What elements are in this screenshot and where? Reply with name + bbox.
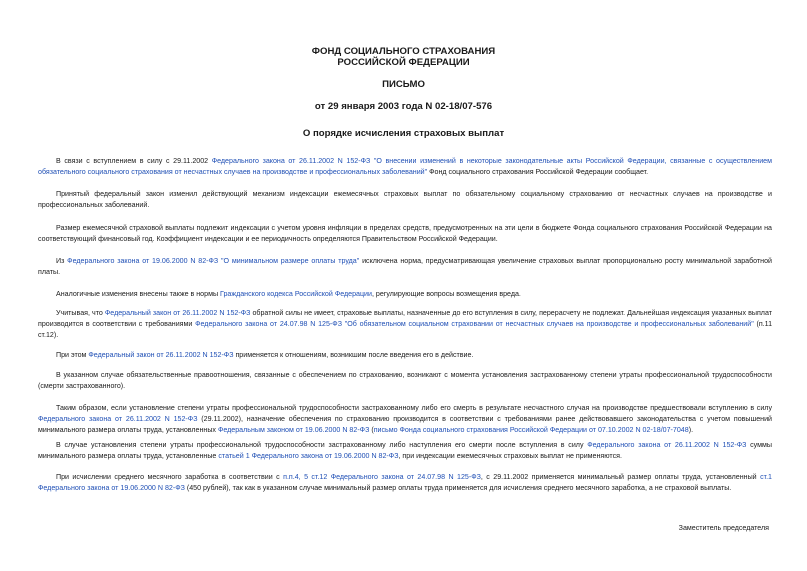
paragraph-text: Таким образом, если установление степени утраты профессиональной трудоспособности застрахованному либо его смерть в результате несчастного случая на производстве предшествовали вступлению в силу bbox=[56, 404, 772, 412]
paragraph-8 bbox=[38, 370, 772, 392]
legal-reference-link[interactable]: письмо Фонда социального страхования Российской Федерации от 07.10.2002 N 02-18/07-7048 bbox=[373, 426, 689, 434]
paragraph-7 bbox=[38, 350, 772, 361]
legal-reference-link[interactable]: п.п.4, 5 ст.12 Федерального закона от 24.07.98 N 125-ФЗ bbox=[283, 473, 481, 481]
legal-reference-link[interactable]: Федеральный закон от 26.11.2002 N 152-ФЗ bbox=[104, 309, 251, 317]
doc-date: от 29 января 2003 года N 02-18/07-576 bbox=[314, 101, 493, 112]
paragraph-text: Фонд социального страхования Российской Федерации сообщает. bbox=[427, 168, 649, 176]
paragraph-5 bbox=[38, 289, 772, 300]
legal-reference-link[interactable]: Федерального закона от 26.11.2002 N 152-ФЗ "О внесении изменений в некоторые законодательные акты Российской Федерации, связанные с осуществлением обязательного социального страхования от несчастных случаев на производстве и профессиональных заболеваний" bbox=[38, 157, 772, 176]
paragraph-text: , при индексации ежемесячных страховых выплат не применяются. bbox=[398, 452, 622, 460]
paragraph-text: Учитывая, что bbox=[56, 309, 105, 317]
paragraph-1 bbox=[38, 156, 772, 178]
paragraph-text: При этом bbox=[56, 351, 89, 359]
paragraph-text: ( bbox=[369, 426, 374, 434]
legal-reference-link[interactable]: Федерального закона от 26.11.2002 N 152-ФЗ bbox=[38, 415, 198, 423]
paragraph-text: применяется к отношениям, возникшим после введения его в действие. bbox=[233, 351, 474, 359]
paragraph-11 bbox=[38, 472, 772, 494]
legal-reference-link[interactable]: статьей 1 Федерального закона от 19.06.2000 N 82-ФЗ bbox=[218, 452, 399, 460]
paragraph-3 bbox=[38, 223, 772, 245]
paragraph-text: , регулирующие вопросы возмещения вреда. bbox=[371, 290, 521, 298]
paragraph-text: обратной силы не имеет, страховые выплаты, назначенные до его вступления в силу, перерасчету не подлежат. Дальнейшая индексация указанных выплат производится в соответствии с требованиями bbox=[38, 309, 772, 328]
paragraph-text: исключена норма, предусматривающая увеличение страховых выплат пропорционально росту минимальной заработной платы. bbox=[38, 257, 773, 276]
legal-reference-link[interactable]: Гражданского кодекса Российской Федерации bbox=[220, 290, 372, 298]
paragraph-2 bbox=[38, 189, 772, 211]
legal-reference-link[interactable]: Федеральным законом от 19.06.2000 N 82-ФЗ bbox=[217, 426, 370, 434]
paragraph-text: суммы минимального размера оплаты труда, установленные bbox=[38, 441, 772, 460]
paragraph-text: ). bbox=[688, 426, 694, 434]
paragraph-text: , с 29.11.2002 применяется минимальный размер оплаты труда, установленный bbox=[480, 473, 761, 481]
paragraph-text: Из bbox=[56, 257, 68, 265]
paragraph-text: В связи с вступлением в силу с 29.11.2002 bbox=[56, 157, 212, 165]
paragraph-text: В случае установления степени утраты профессиональной трудоспособности застрахованному либо наступления его смерти после вступления в силу bbox=[56, 441, 588, 449]
paragraph-text: При исчислении среднего месячного заработка в соответствии с bbox=[56, 473, 284, 481]
paragraph-text: (п.11 ст.12). bbox=[38, 320, 773, 339]
paragraph-9 bbox=[38, 403, 772, 436]
legal-reference-link[interactable]: Федерального закона от 24.07.98 N 125-ФЗ "Об обязательном социальном страховании от несчастных случаев на производстве и профессиональных заболеваний" bbox=[195, 320, 754, 328]
paragraph-text: (29.11.2002), назначение обеспечения по страхованию производится в соответствии с требованиями ранее действовавшего законодательства с учетом повышений минимального размера оплаты труда, установленных bbox=[38, 415, 772, 434]
org-name-line2: РОССИЙСКОЙ ФЕДЕРАЦИИ bbox=[337, 57, 470, 68]
signature: Заместитель председателя bbox=[678, 524, 769, 532]
doc-type: ПИСЬМО bbox=[382, 79, 425, 90]
legal-reference-link[interactable]: ст.1 Федерального закона от 19.06.2000 N 82-ФЗ bbox=[38, 473, 772, 492]
doc-title: О порядке исчисления страховых выплат bbox=[302, 128, 505, 139]
paragraph-text: Размер ежемесячной страховой выплаты подлежит индексации с учетом уровня инфляции в пределах средств, предусмотренных на эти цели в бюджете Фонда социального страхования Российской Федерации на соответствующий финансовый год. Коэффициент индексации и ее периодичность определяются Правительством Российской Федерации. bbox=[38, 224, 772, 243]
legal-reference-link[interactable]: Федерального закона от 26.11.2002 N 152-ФЗ bbox=[587, 441, 747, 449]
paragraph-text: В указанном случае обязательственные правоотношения, связанные с обеспечением по страхованию, возникают с момента установления застрахованному степени утраты профессиональной трудоспособности (смерти застрахованного). bbox=[38, 371, 772, 390]
paragraph-4 bbox=[38, 256, 772, 278]
paragraph-10 bbox=[38, 440, 772, 462]
legal-reference-link[interactable]: Федерального закона от 19.06.2000 N 82-ФЗ "О минимальном размере оплаты труда" bbox=[67, 257, 360, 265]
paragraph-text: Аналогичные изменения внесены также в нормы bbox=[56, 290, 221, 298]
legal-reference-link[interactable]: Федеральный закон от 26.11.2002 N 152-ФЗ bbox=[88, 351, 234, 359]
paragraph-text: (450 рублей), так как в указанном случае минимальный размер оплаты труда применяется для исчисления среднего месячного заработка, а не страховой выплаты. bbox=[184, 484, 732, 492]
paragraph-text: Принятый федеральный закон изменил действующий механизм индексации ежемесячных страховых выплат по обязательному социальному страхованию от несчастных случаев на производстве и профессиональных заболеваний. bbox=[38, 190, 772, 209]
org-name-line1: ФОНД СОЦИАЛЬНОГО СТРАХОВАНИЯ bbox=[311, 46, 496, 57]
paragraph-6 bbox=[38, 308, 772, 341]
